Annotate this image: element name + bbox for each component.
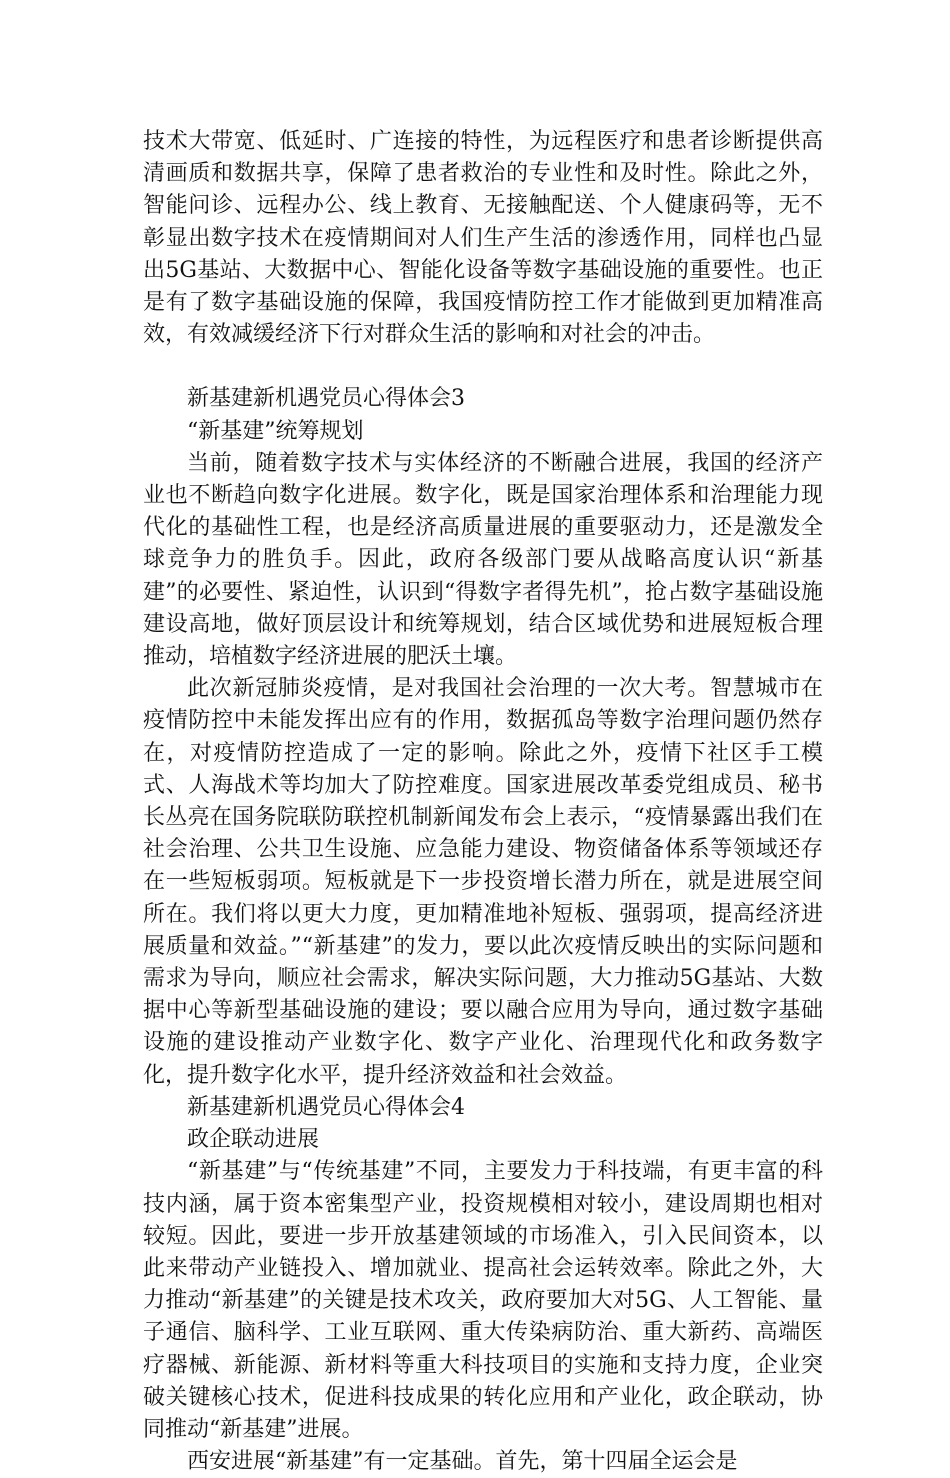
section-subtitle-4: 政企联动进展 xyxy=(187,1127,320,1153)
body-paragraph-3: 此次新冠肺炎疫情，是对我国社会治理的一次大考。智慧城市在疫情防控中未能发挥出应有的作用，数据孤岛等数字治理问题仍然存在，对疫情防控造成了一定的影响。除此之外，疫情下社区手工模式、人海战术等均加大了防控难度。国家进展改革委党组成员、秘书长丛亮在国务院联防联控机制新闻发布会上表示，“疫情暴露出我们在社会治理、公共卫生设施、应急能力建设、物资储备体系等领域还存在一些短板弱项。短板就是下一步投资增长潜力所在，就是进展空间所在。我们将以更大力度，更加精准地补短板、强弱项，提高经济进展质量和效益。”“新基建”的发力，要以此次疫情反映出的实际问题和需求为导向，顺应社会需求，解决实际问题，大力推动5G基站、大数据中心等新型基础设施的建设；要以融合应用为导向，通过数字基础设施的建设推动产业数字化、数字产业化、治理现代化和政务数字化，提升数字化水平，提升经济效益和社会效益。 xyxy=(143,676,823,1088)
paragraph-gap xyxy=(143,351,823,383)
section-title-3: 新基建新机遇党员心得体会3 xyxy=(187,386,465,412)
body-paragraph-4: “新基建”与“传统基建”不同，主要发力于科技端，有更丰富的科技内涵，属于资本密集型产业，投资规模相对较小，建设周期也相对较短。因此，要进一步开放基建领域的市场准入，引入民间资本，以此来带动产业链投入、增加就业、提高社会运转效率。除此之外，大力推动“新基建”的关键是技术攻关，政府要加大对5G、人工智能、量子通信、脑科学、工业互联网、重大传染病防治、重大新药、高端医疗器械、新能源、新材料等重大科技项目的实施和支持力度，企业突破关键核心技术，促进科技成果的转化应用和产业化，政企联动，协同推动“新基建”进展。 xyxy=(143,1159,823,1442)
section-subtitle-3: “新基建”统筹规划 xyxy=(187,418,364,444)
body-paragraph-1: 技术大带宽、低延时、广连接的特性，为远程医疗和患者诊断提供高清画质和数据共享，保障了患者救治的专业性和及时性。除此之外，智能问诊、远程办公、线上教育、无接触配送、个人健康码等，无不彰显出数字技术在疫情期间对人们生产生活的渗透作用，同样也凸显出5G基站、大数据中心、智能化设备等数字基础设施的重要性。也正是有了数字基础设施的保障，我国疫情防控工作才能做到更加精准高效，有效减缓经济下行对群众生活的影响和对社会的冲击。 xyxy=(143,129,823,348)
body-paragraph-5: 西安进展“新基建”有一定基础。首先，第十四届全运会是 xyxy=(187,1449,738,1475)
body-paragraph-2: 当前，随着数字技术与实体经济的不断融合进展，我国的经济产业也不断趋向数字化进展。数字化，既是国家治理体系和治理能力现代化的基础性工程，也是经济高质量进展的重要驱动力，还是激发全球竞争力的胜负手。因此，政府各级部门要从战略高度认识“新基建”的必要性、紧迫性，认识到“得数字者得先机”，抢占数字基础设施建设高地，做好顶层设计和统筹规划，结合区域优势和进展短板合理推动，培植数字经济进展的肥沃土壤。 xyxy=(143,450,823,670)
section-title-4: 新基建新机遇党员心得体会4 xyxy=(187,1094,465,1120)
document-page xyxy=(143,126,823,1478)
